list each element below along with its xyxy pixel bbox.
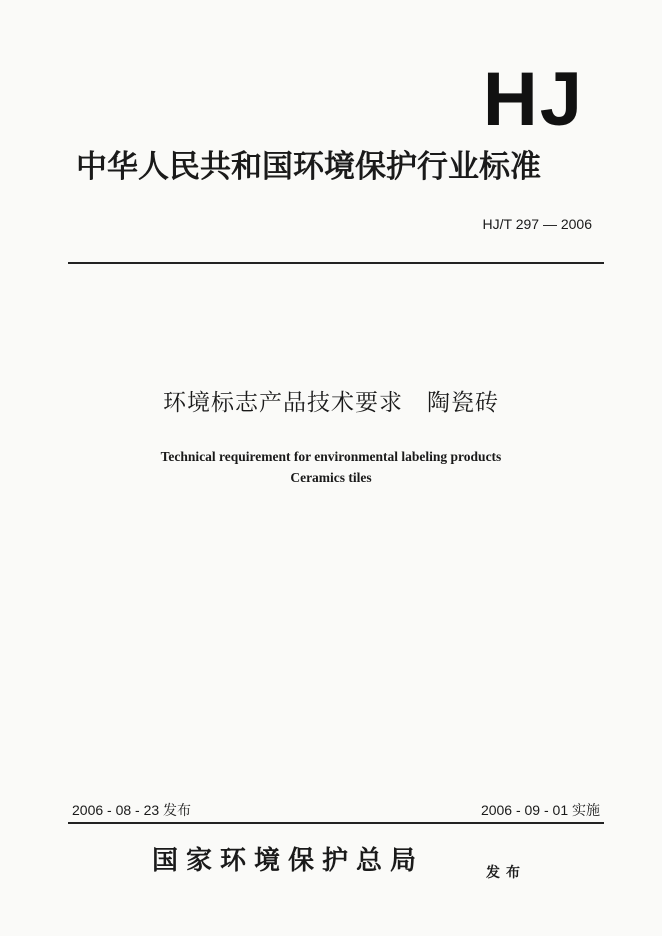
bottom-divider bbox=[68, 822, 604, 824]
issuing-authority: 国家环境保护总局 bbox=[152, 846, 425, 876]
top-divider bbox=[68, 262, 604, 264]
effective-date: 2006 - 09 - 01 实施 bbox=[480, 802, 600, 818]
release-date: 2006 - 08 - 23 发布 bbox=[72, 802, 192, 818]
chinese-title: 环境标志产品技术要求 陶瓷砖 bbox=[163, 390, 499, 416]
standard-category-title: 中华人民共和国环境保护行业标准 bbox=[76, 149, 541, 185]
english-title-line2: Ceramics tiles bbox=[290, 470, 372, 485]
hj-logo: HJ bbox=[482, 57, 584, 142]
standard-code: HJ/T 297 — 2006 bbox=[482, 216, 592, 232]
issued-label: 发布 bbox=[486, 865, 526, 881]
english-title-line1: Technical requirement for environmental labeling products bbox=[160, 449, 502, 464]
